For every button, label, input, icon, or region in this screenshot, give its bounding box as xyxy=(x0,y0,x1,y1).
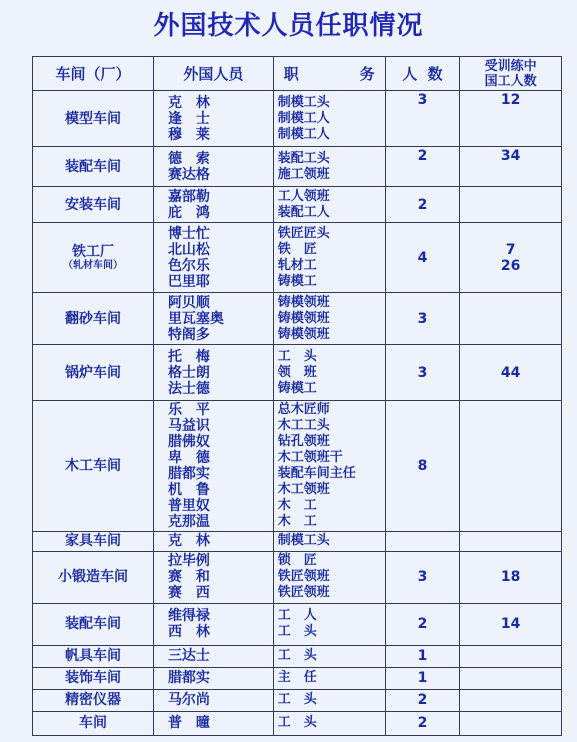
position-cell xyxy=(273,401,385,531)
position-title: 木工领班 xyxy=(277,482,330,498)
header-position-a: 职 xyxy=(283,64,299,83)
foreigner-name: 克 林 xyxy=(167,94,210,111)
position-title: 木 工 xyxy=(277,514,317,530)
foreigner-name: 马尔尚 xyxy=(167,692,210,709)
foreigner-name: 逢 士 xyxy=(167,110,210,127)
workshop-cell xyxy=(33,711,154,735)
position-title: 领 班 xyxy=(277,364,317,380)
table-row xyxy=(33,223,562,293)
foreigners-cell xyxy=(153,531,273,551)
position-title: 铁匠领班 xyxy=(277,585,330,601)
workshop-cell xyxy=(33,667,154,689)
count-cell: 2 xyxy=(385,603,460,645)
workshop-name: 翻砂车间 xyxy=(64,310,121,327)
trained-cell xyxy=(460,667,562,689)
workshop-name: 木工车间 xyxy=(64,458,121,475)
workshop-name: 安装车间 xyxy=(64,196,121,213)
count-cell: 2 xyxy=(385,689,460,711)
position-title: 制模工人 xyxy=(277,126,330,142)
foreigner-name: 乐 平 xyxy=(167,402,210,419)
table-row xyxy=(33,345,562,401)
table-row xyxy=(33,689,562,711)
table-row xyxy=(33,551,562,603)
workshop-name: 帆具车间 xyxy=(64,648,121,665)
trained-count: 44 xyxy=(500,364,521,381)
position-title: 铸模领班 xyxy=(277,310,330,326)
position-cell xyxy=(273,91,385,147)
workshop-name: 装配车间 xyxy=(64,158,121,175)
count-cell: 4 xyxy=(385,223,460,293)
page-title: 外国技术人员任职情况 xyxy=(153,11,424,41)
trained-cell xyxy=(460,187,562,223)
table-row xyxy=(33,711,562,735)
position-title: 工 头 xyxy=(277,348,317,364)
workshop-name: 装饰车间 xyxy=(64,670,121,687)
foreigner-name: 法士德 xyxy=(167,380,210,397)
position-cell xyxy=(273,551,385,603)
trained-count: 26 xyxy=(500,257,521,274)
foreigners-cell xyxy=(153,345,273,401)
table-row xyxy=(33,293,562,345)
count-cell: 1 xyxy=(385,645,460,667)
foreigners-cell xyxy=(153,91,273,147)
workshop-name: 小锻造车间 xyxy=(57,569,128,586)
position-cell xyxy=(273,711,385,735)
foreigner-name: 克 林 xyxy=(167,533,210,550)
workshop-cell xyxy=(33,689,154,711)
trained-cell xyxy=(460,401,562,531)
foreigners-cell xyxy=(153,147,273,187)
position-title: 施工领班 xyxy=(277,166,330,182)
workshop-cell xyxy=(33,293,154,345)
trained-cell xyxy=(460,531,562,551)
count-cell xyxy=(385,531,460,551)
trained-cell xyxy=(460,603,562,645)
trained-cell xyxy=(460,551,562,603)
position-title: 铁 匠 xyxy=(277,241,317,257)
position-title: 装配车间主任 xyxy=(277,466,356,482)
position-title: 铸模工 xyxy=(277,380,317,396)
trained-cell xyxy=(460,645,562,667)
foreigner-name: 庇 鸿 xyxy=(167,204,210,221)
table-row xyxy=(33,531,562,551)
position-cell xyxy=(273,689,385,711)
foreigner-name: 博士忙 xyxy=(167,225,210,242)
header-workshop: 车间（厂） xyxy=(33,57,154,91)
count-cell: 2 xyxy=(385,187,460,223)
position-cell xyxy=(273,223,385,293)
workshop-cell xyxy=(33,345,154,401)
workshop-cell xyxy=(33,603,154,645)
header-position-b: 务 xyxy=(359,64,375,83)
table-header-row xyxy=(33,57,562,91)
count-cell: 8 xyxy=(385,401,460,531)
workshop-name: 模型车间 xyxy=(64,110,121,127)
table-row xyxy=(33,187,562,223)
position-title: 铸模工 xyxy=(277,273,317,289)
position-title: 工 头 xyxy=(277,715,317,731)
table-row xyxy=(33,667,562,689)
foreigner-name: 维得禄 xyxy=(167,608,210,625)
foreigners-cell xyxy=(153,689,273,711)
trained-count: 14 xyxy=(500,616,521,633)
position-cell xyxy=(273,531,385,551)
count-cell: 2 xyxy=(385,711,460,735)
count-cell: 3 xyxy=(385,91,460,147)
position-title: 铸模领班 xyxy=(277,294,330,310)
position-title: 制模工头 xyxy=(277,533,330,549)
foreigners-cell xyxy=(153,551,273,603)
count-cell: 3 xyxy=(385,551,460,603)
staff-table xyxy=(32,56,562,736)
position-cell xyxy=(273,293,385,345)
workshop-cell xyxy=(33,645,154,667)
workshop-name: 家具车间 xyxy=(64,533,121,550)
count-cell: 3 xyxy=(385,345,460,401)
foreigners-cell xyxy=(153,603,273,645)
position-cell xyxy=(273,645,385,667)
workshop-cell xyxy=(33,91,154,147)
workshop-name: 装配车间 xyxy=(64,616,121,633)
workshop-name: 铁工厂 xyxy=(71,243,114,260)
foreigner-name: 色尔乐 xyxy=(167,257,210,274)
position-title: 装配工人 xyxy=(277,204,330,220)
position-cell xyxy=(273,603,385,645)
foreigner-name: 拉毕例 xyxy=(167,553,210,570)
position-cell xyxy=(273,345,385,401)
trained-cell xyxy=(460,293,562,345)
workshop-cell xyxy=(33,531,154,551)
position-title: 总木匠师 xyxy=(277,402,330,418)
header-trained-line1: 受训练中 xyxy=(484,58,537,74)
position-title: 工 人 xyxy=(277,608,317,624)
foreigner-name: 三达士 xyxy=(167,648,210,665)
trained-cell xyxy=(460,223,562,293)
foreigner-name: 穆 莱 xyxy=(167,126,210,143)
table-row xyxy=(33,147,562,187)
foreigners-cell xyxy=(153,645,273,667)
workshop-name: 锅炉车间 xyxy=(64,364,121,381)
table-row xyxy=(33,91,562,147)
trained-cell xyxy=(460,689,562,711)
foreigner-name: 腊都实 xyxy=(167,670,210,687)
position-title: 工 头 xyxy=(277,692,317,708)
position-title: 轧材工 xyxy=(277,257,317,273)
workshop-subname: （轧材车间） xyxy=(62,259,123,271)
header-foreigners: 外国人员 xyxy=(153,57,273,91)
position-title: 工 头 xyxy=(277,648,317,664)
position-title: 工 头 xyxy=(277,624,317,640)
foreigner-name: 克那温 xyxy=(167,514,210,531)
position-title: 制模工人 xyxy=(277,110,330,126)
workshop-cell xyxy=(33,187,154,223)
foreigner-name: 特阁多 xyxy=(167,326,210,343)
workshop-name: 车间 xyxy=(78,715,107,732)
foreigners-cell xyxy=(153,223,273,293)
foreigner-name: 赛 和 xyxy=(167,569,210,586)
table-row xyxy=(33,401,562,531)
position-title: 铁匠领班 xyxy=(277,569,330,585)
position-cell xyxy=(273,187,385,223)
workshop-name: 精密仪器 xyxy=(64,692,121,709)
table-row xyxy=(33,645,562,667)
position-title: 木工工头 xyxy=(277,418,330,434)
workshop-cell xyxy=(33,551,154,603)
foreigner-name: 巴里耶 xyxy=(167,273,210,290)
trained-cell xyxy=(460,147,562,187)
header-count: 人 数 xyxy=(385,57,460,91)
trained-count: 12 xyxy=(500,92,521,108)
position-title: 制模工头 xyxy=(277,94,330,110)
count-cell: 3 xyxy=(385,293,460,345)
foreigners-cell xyxy=(153,187,273,223)
header-position xyxy=(273,57,385,91)
position-title: 装配工头 xyxy=(277,150,330,166)
foreigner-name: 北山松 xyxy=(167,241,210,258)
workshop-cell xyxy=(33,223,154,293)
header-trained-line2: 国工人数 xyxy=(484,73,537,89)
trained-cell xyxy=(460,711,562,735)
foreigner-name: 普 曈 xyxy=(167,715,210,732)
foreigner-name: 腊都实 xyxy=(167,466,210,483)
position-title: 工人领班 xyxy=(277,188,330,204)
trained-count: 18 xyxy=(500,569,521,586)
position-title: 锁 匠 xyxy=(277,553,317,569)
foreigners-cell xyxy=(153,293,273,345)
workshop-cell xyxy=(33,401,154,531)
foreigner-name: 德 索 xyxy=(167,150,210,167)
header-trained xyxy=(460,57,562,91)
foreigner-name: 西 林 xyxy=(167,624,210,641)
trained-count: 7 xyxy=(505,241,516,258)
trained-cell xyxy=(460,91,562,147)
position-title: 钻孔领班 xyxy=(277,434,330,450)
position-title: 木 工 xyxy=(277,498,317,514)
foreigners-cell xyxy=(153,711,273,735)
foreigners-cell xyxy=(153,401,273,531)
foreigner-name: 里瓦塞奥 xyxy=(167,310,224,327)
foreigner-name: 托 梅 xyxy=(167,348,210,365)
position-title: 木工领班干 xyxy=(277,450,343,466)
trained-cell xyxy=(460,345,562,401)
position-cell xyxy=(273,147,385,187)
count-cell: 1 xyxy=(385,667,460,689)
foreigner-name: 嘉部勒 xyxy=(167,188,210,205)
foreigner-name: 腊佛奴 xyxy=(167,434,210,451)
foreigner-name: 阿贝顺 xyxy=(167,294,210,311)
count-cell: 2 xyxy=(385,147,460,187)
workshop-cell xyxy=(33,147,154,187)
foreigner-name: 格士朗 xyxy=(167,364,210,381)
foreigner-name: 赛 西 xyxy=(167,585,210,602)
position-cell xyxy=(273,667,385,689)
foreigner-name: 卑 德 xyxy=(167,450,210,467)
foreigners-cell xyxy=(153,667,273,689)
position-title: 铁匠匠头 xyxy=(277,225,330,241)
trained-count: 34 xyxy=(500,148,521,165)
foreigner-name: 机 鲁 xyxy=(167,482,210,499)
position-title: 铸模领班 xyxy=(277,326,330,342)
table-row xyxy=(33,603,562,645)
position-title: 主 任 xyxy=(277,670,317,686)
foreigner-name: 普里奴 xyxy=(167,498,210,515)
foreigner-name: 赛达格 xyxy=(167,166,210,183)
foreigner-name: 马益识 xyxy=(167,418,210,435)
